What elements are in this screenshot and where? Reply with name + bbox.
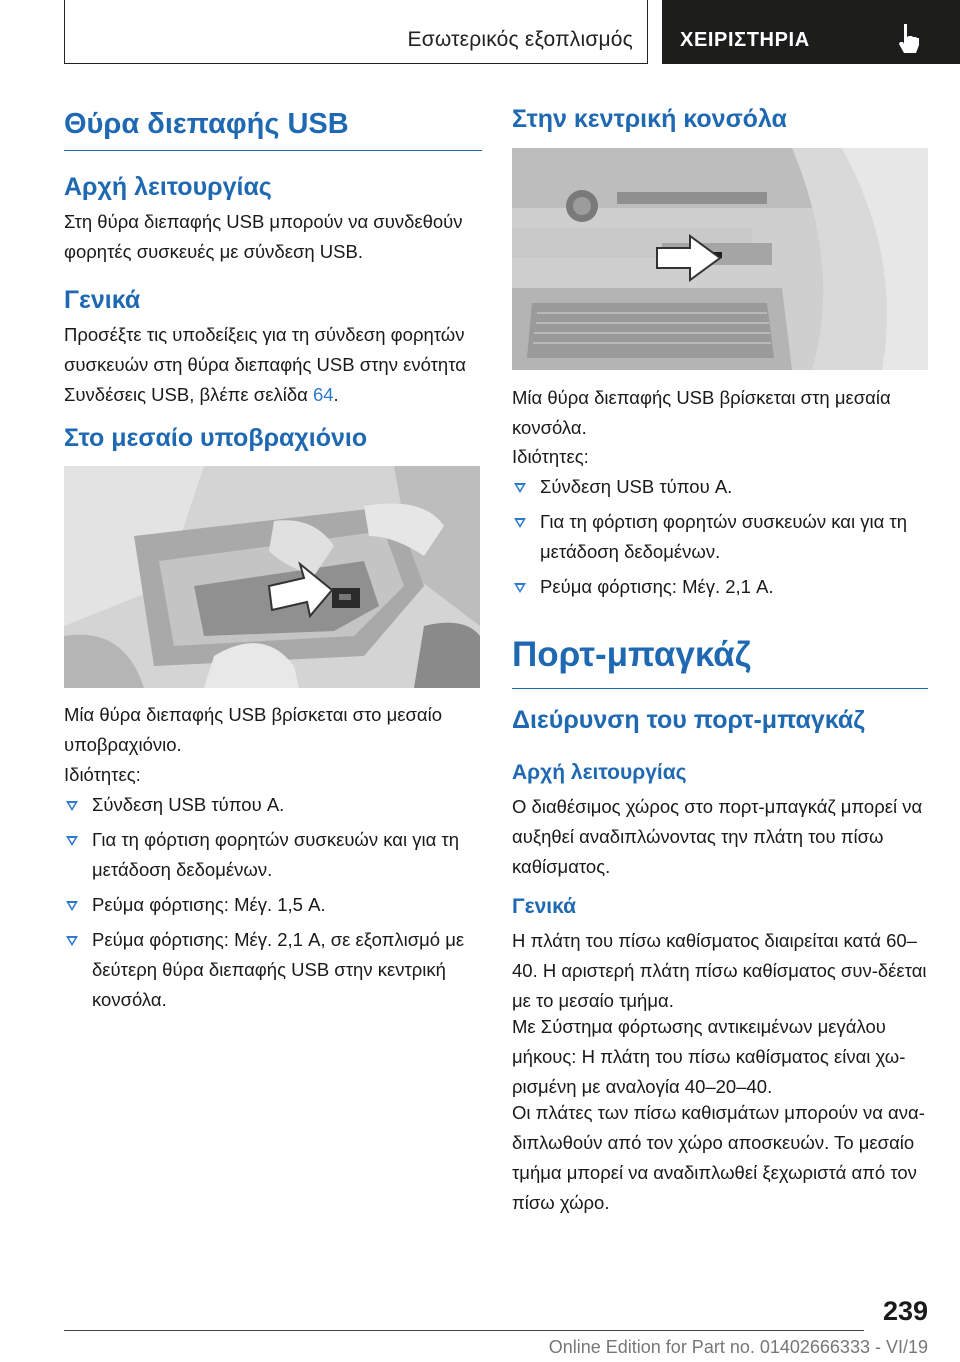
page-title: Θύρα διεπαφής USB bbox=[64, 106, 482, 151]
properties-label: Ιδιότητες: bbox=[64, 764, 141, 785]
list-item: Σύνδεση USB τύπου A. bbox=[64, 790, 482, 820]
principle-text: Στη θύρα διεπαφής USB μπορούν να συνδεθούν φορητές συσκευές με σύνδεση USB. bbox=[64, 211, 463, 262]
properties-label-right: Ιδιότητες: bbox=[512, 446, 589, 467]
bullet-triangle-icon bbox=[66, 901, 78, 911]
bullet-triangle-icon bbox=[66, 801, 78, 811]
bullet-triangle-icon bbox=[514, 483, 526, 493]
trunk-general-heading: Γενικά bbox=[512, 895, 577, 918]
header-section-box bbox=[64, 0, 648, 64]
edition-text: Online Edition for Part no. 01402666333 - VI/19 bbox=[548, 1337, 928, 1357]
trunk-principle-text: Ο διαθέσιμος χώρος στο πορτ-μπαγκάζ μπορεί να αυξηθεί αναδιπλώνοντας την πλάτη του πίσω καθίσματος. bbox=[512, 796, 923, 877]
armrest-heading: Στο μεσαίο υποβραχιόνιο bbox=[64, 424, 368, 452]
footer-divider bbox=[64, 1330, 864, 1331]
manual-chapter-tab[interactable] bbox=[662, 0, 960, 64]
list-item: Για τη φόρτιση φορητών συσκευών και για τη μετάδοση δεδομένων. bbox=[512, 507, 928, 567]
list-item: Σύνδεση USB τύπου A. bbox=[512, 472, 928, 502]
chapter-label: ΧΕΙΡΙΣΤΗΡΙΑ bbox=[680, 29, 810, 51]
console-usb-photo bbox=[512, 148, 928, 370]
armrest-usb-photo bbox=[64, 466, 480, 688]
section-title: Εσωτερικός εξοπλισμός bbox=[407, 28, 633, 51]
hand-pointer-icon bbox=[894, 22, 922, 56]
console-heading: Στην κεντρική κονσόλα bbox=[512, 105, 787, 133]
bullet-triangle-icon bbox=[66, 836, 78, 846]
bullet-triangle-icon bbox=[514, 518, 526, 528]
armrest-properties-list bbox=[64, 790, 482, 1020]
bullet-triangle-icon bbox=[66, 936, 78, 946]
page-number: 239 bbox=[882, 1296, 928, 1326]
console-caption: Μία θύρα διεπαφής USB βρίσκεται στη μεσαία κονσόλα. bbox=[512, 387, 891, 438]
trunk-general-p1: Η πλάτη του πίσω καθίσματος διαιρείται κατά 60–40. Η αριστερή πλάτη πίσω καθίσματος συν-δέεται με το μεσαίο τμήμα. bbox=[512, 930, 927, 1011]
general-heading: Γενικά bbox=[64, 286, 141, 314]
list-item: Ρεύμα φόρτισης: Μέγ. 2,1 A, σε εξοπλισμό με δεύτερη θύρα διεπαφής USB στην κεντρική κονσόλα. bbox=[64, 925, 482, 1015]
expand-heading: Διεύρυνση του πορτ-μπαγκάζ bbox=[512, 706, 865, 734]
trunk-general-p2: Με Σύστημα φόρτωσης αντικειμένων μεγάλου μήκους: Η πλάτη του πίσω καθίσματος είναι χω-ρισμένη με αναλογία 40–20–40. bbox=[512, 1016, 906, 1097]
trunk-title: Πορτ-μπαγκάζ bbox=[512, 634, 928, 689]
list-item: Ρεύμα φόρτισης: Μέγ. 1,5 A. bbox=[64, 890, 482, 920]
list-item: Για τη φόρτιση φορητών συσκευών και για τη μετάδοση δεδομένων. bbox=[64, 825, 482, 885]
page-reference-link[interactable]: 64 bbox=[312, 384, 334, 405]
armrest-caption: Μία θύρα διεπαφής USB βρίσκεται στο μεσαίο υποβραχιόνιο. bbox=[64, 704, 442, 755]
list-item: Ρεύμα φόρτισης: Μέγ. 2,1 A. bbox=[512, 572, 928, 602]
principle-heading: Αρχή λειτουργίας bbox=[64, 173, 272, 201]
trunk-principle-heading: Αρχή λειτουργίας bbox=[512, 761, 687, 784]
trunk-general-p3: Οι πλάτες των πίσω καθισμάτων μπορούν να ανα-διπλωθούν από τον χώρο αποσκευών. Το μεσαίο τμήμα μπορεί να αναδιπλωθεί ξεχωριστά από τον πίσω χώρο. bbox=[512, 1102, 925, 1213]
console-properties-list bbox=[512, 472, 928, 607]
bullet-triangle-icon bbox=[514, 583, 526, 593]
general-text: Προσέξτε τις υποδείξεις για τη σύνδεση φορητών συσκευών στη θύρα διεπαφής USB στην ενότητα Συνδέσεις USB, βλέπε σελίδα 64. bbox=[64, 324, 466, 405]
